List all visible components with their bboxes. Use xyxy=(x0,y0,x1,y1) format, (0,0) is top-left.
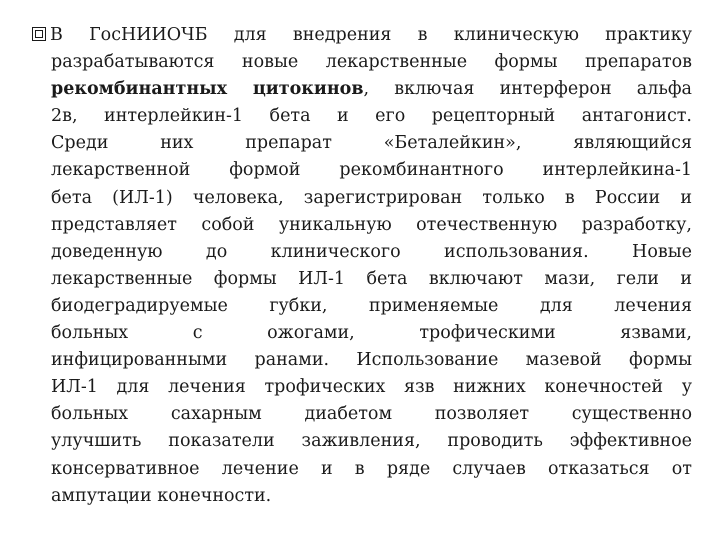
text-line: улучшить показатели заживления, проводить эффективное xyxy=(51,431,692,452)
text-line: больных с ожогами, трофическими язвами, xyxy=(51,323,692,344)
text-line xyxy=(32,76,692,103)
square-bullet-icon xyxy=(32,27,46,41)
bold-term: рекомбинантных цитокинов xyxy=(51,79,364,100)
text-line: 2в, интерлейкин-1 бета и его рецепторный антагонист. xyxy=(51,106,692,127)
text-line: Среди них препарат «Беталейкин», являющийся xyxy=(51,133,692,154)
body-paragraph xyxy=(32,22,692,510)
text-line-content: , включая интерферон альфа xyxy=(363,79,692,100)
text-line: доведенную до клинического использования. Новые xyxy=(51,241,692,262)
text-line: представляет собой уникальную отечественную разработку, xyxy=(51,214,692,235)
text-line: лекарственные формы ИЛ-1 бета включают мази, гели и xyxy=(51,268,692,289)
text-line: ампутации конечности. xyxy=(51,485,272,506)
text-line: биодеградируемые губки, применяемые для лечения xyxy=(51,295,692,316)
text-line: больных сахарным диабетом позволяет существенно xyxy=(51,404,692,425)
text-line: разрабатываются новые лекарственные формы препаратов xyxy=(51,52,692,73)
text-line: бета (ИЛ-1) человека, зарегистрирован только в России и xyxy=(51,187,692,208)
text-line: инфицированными ранами. Использование мазевой формы xyxy=(51,350,692,371)
text-line-content: В ГосНИИОЧБ для внедрения в клиническую практику xyxy=(50,25,692,45)
text-line: консервативное лечение и в ряде случаев отказаться от xyxy=(51,458,692,479)
text-line: лекарственной формой рекомбинантного интерлейкина-1 xyxy=(51,160,692,181)
text-line xyxy=(32,22,692,49)
text-line: ИЛ-1 для лечения трофических язв нижних конечностей у xyxy=(51,377,692,398)
